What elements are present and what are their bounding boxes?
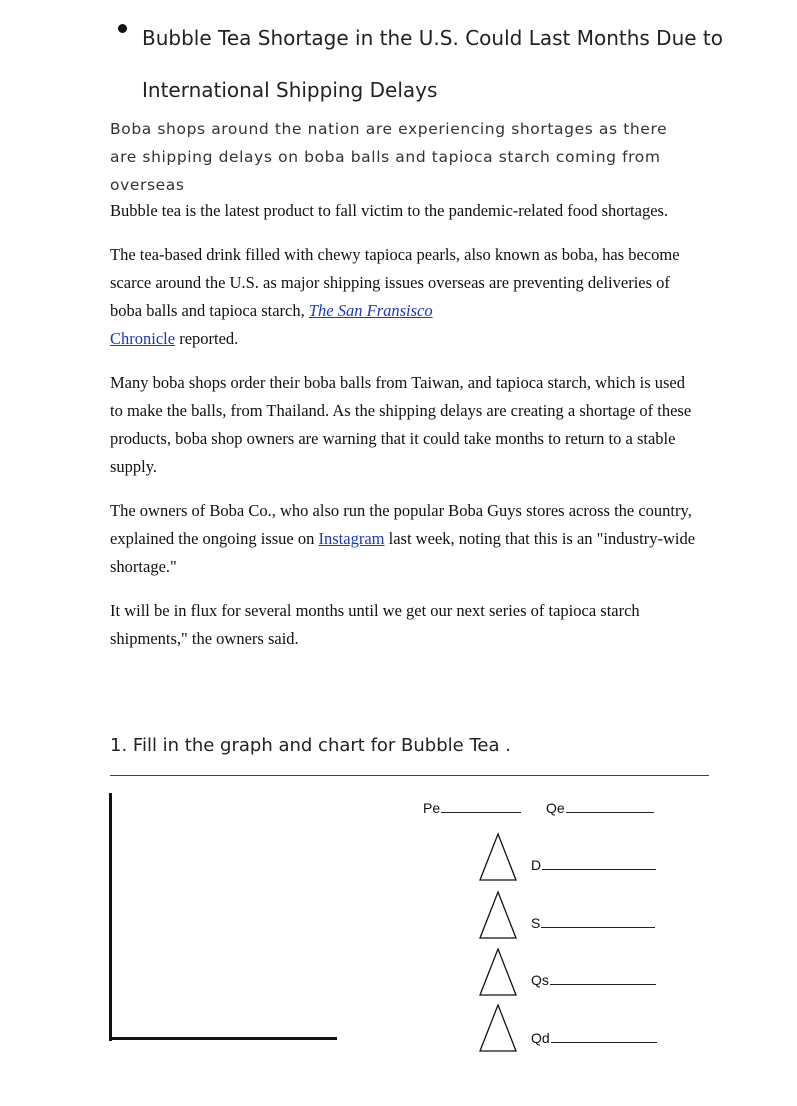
paragraph-4-tail: last week, noting that this is an "industry-wide shortage." bbox=[110, 529, 696, 576]
qs-label: Qs bbox=[531, 972, 549, 988]
article-headline: Bubble Tea Shortage in the U.S. Could Last Months Due to International Shipping Delays bbox=[142, 26, 723, 102]
demand-field[interactable] bbox=[531, 857, 656, 873]
paragraph-1: Bubble tea is the latest product to fall victim to the pandemic-related food shortages. bbox=[110, 201, 669, 220]
pe-label: Pe bbox=[423, 800, 441, 816]
graph-x-axis bbox=[109, 1037, 337, 1040]
qe-field[interactable] bbox=[546, 800, 654, 816]
qd-field[interactable] bbox=[531, 1030, 657, 1046]
qe-blank[interactable] bbox=[566, 812, 654, 813]
qe-label: Qe bbox=[546, 800, 565, 816]
qs-field[interactable] bbox=[531, 972, 656, 988]
paragraph-3: Many boba shops order their boba balls from Taiwan, and tapioca starch, which is used to make the balls, from Thailand. As the shipping delays are creating a shortage of these products, boba shop owners are warning that it could take months to return to a stable supply. bbox=[110, 373, 692, 476]
paragraph-4-text: The owners of Boba Co., who also run the popular Boba Guys stores across the country, explained the ongoing issue on bbox=[110, 501, 692, 548]
question-prompt: 1. Fill in the graph and chart for Bubble Tea . bbox=[110, 735, 511, 756]
demand-blank[interactable] bbox=[542, 869, 656, 870]
qd-blank[interactable] bbox=[551, 1042, 657, 1043]
supply-field[interactable] bbox=[531, 915, 655, 931]
instagram-link[interactable]: Instagram bbox=[318, 529, 385, 548]
delta-triangle-icon bbox=[478, 890, 518, 940]
paragraph-4 bbox=[110, 497, 700, 581]
delta-triangle-icon bbox=[478, 947, 518, 997]
question-underline bbox=[110, 775, 709, 776]
supply-label: S bbox=[531, 915, 541, 931]
graph-y-axis bbox=[109, 793, 112, 1041]
supply-blank[interactable] bbox=[541, 927, 655, 928]
chronicle-link[interactable]: The San Fransisco bbox=[308, 301, 433, 320]
bullet-icon bbox=[118, 24, 127, 33]
delta-triangle-icon bbox=[478, 1003, 518, 1053]
delta-triangle-icon bbox=[478, 832, 518, 882]
pe-blank[interactable] bbox=[441, 812, 521, 813]
paragraph-2-tail: reported. bbox=[175, 329, 239, 348]
paragraph-2-text: The tea-based drink filled with chewy tapioca pearls, also known as boba, has become scarce around the U.S. as major shipping issues overseas are preventing deliveries of boba balls and tapioca starch, bbox=[110, 245, 680, 320]
qs-blank[interactable] bbox=[550, 984, 656, 985]
article-body bbox=[110, 197, 700, 669]
qd-label: Qd bbox=[531, 1030, 550, 1046]
pe-field[interactable] bbox=[423, 800, 521, 816]
demand-label: D bbox=[531, 857, 542, 873]
chronicle-link-continued[interactable]: Chronicle bbox=[110, 329, 176, 348]
paragraph-2 bbox=[110, 241, 700, 353]
paragraph-5: It will be in flux for several months until we get our next series of tapioca starch shipments," the owners said. bbox=[110, 601, 640, 648]
article-subheadline: Boba shops around the nation are experiencing shortages as there are shipping delays on boba balls and tapioca starch coming from overseas bbox=[110, 120, 668, 194]
